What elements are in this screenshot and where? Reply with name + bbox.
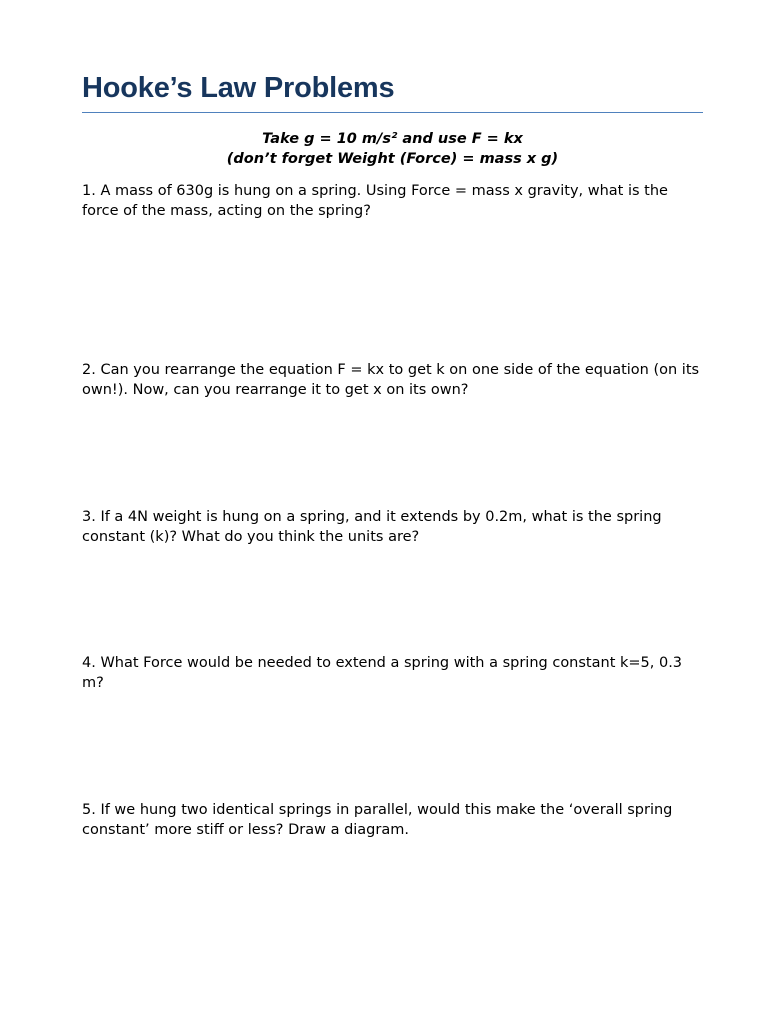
question-1: 1. A mass of 630g is hung on a spring. Using Force = mass x gravity, what is the force of the mass, acting on the spring? bbox=[82, 183, 668, 219]
instructions-block bbox=[82, 129, 703, 169]
question-3: 3. If a 4N weight is hung on a spring, and it extends by 0.2m, what is the spring constant (k)? What do you think the units are? bbox=[82, 509, 662, 545]
instructions-line-gravity: Take g = 10 m/s² and use F = kx bbox=[262, 131, 523, 147]
question-2: 2. Can you rearrange the equation F = kx to get k on one side of the equation (on its own!). Now, can you rearrange it to get x on its own? bbox=[82, 362, 700, 398]
instructions-line-weight: (don’t forget Weight (Force) = mass x g) bbox=[226, 151, 559, 167]
title-underline-divider bbox=[82, 112, 703, 113]
question-4: 4. What Force would be needed to extend a spring with a spring constant k=5, 0.3 m? bbox=[82, 655, 683, 691]
question-5: 5. If we hung two identical springs in parallel, would this make the ‘overall spring constant’ more stiff or less? Draw a diagram. bbox=[82, 802, 673, 838]
page-title: Hooke’s Law Problems bbox=[82, 72, 395, 104]
